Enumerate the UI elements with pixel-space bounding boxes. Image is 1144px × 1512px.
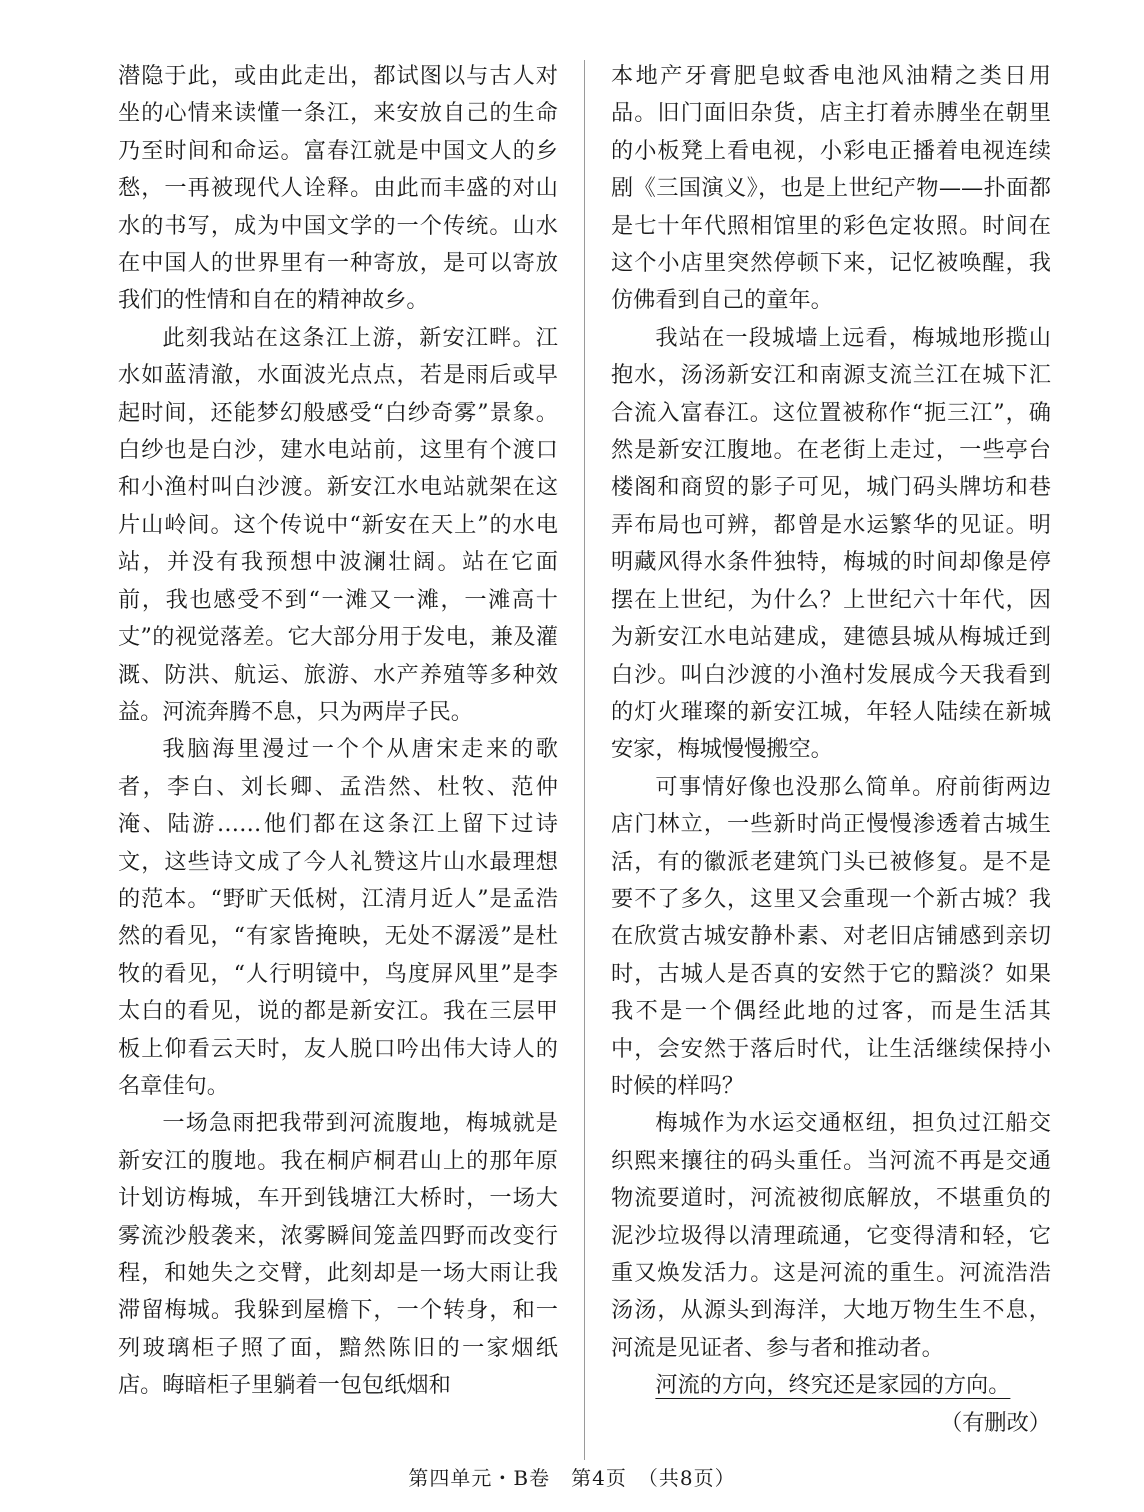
- paragraph: 一场急雨把我带到河流腹地，梅城就是新安江的腹地。我在桐庐桐君山上的那年原计划访梅城，车开到钱塘江大桥时，一场大雾流沙般袭来，浓雾瞬间笼盖四野而改变行程，和她失之交臂，此刻却是一场大雨让我滞留梅城。我躲到屋檐下，一个转身，和一列玻璃柜子照了面，黯然陈旧的一家烟纸店。晦暗柜子里躺着一包包纸烟和: [118, 1110, 558, 1399]
- paragraph: 可事情好像也没那么简单。府前街两边店门林立，一些新时尚正慢慢渗透着古城生活，有的徽派老建筑门头已被修复。是不是要不了多久，这里又会重现一个新古城？我在欣赏古城安静朴素、对老旧店铺感到亲切时，古城人是否真的安然于它的黯淡？如果我不是一个偶经此地的过客，而是生活其中，会安然于落后时代，让生活继续保持小时候的样吗？: [611, 773, 1051, 1099]
- paragraph: 我脑海里漫过一个个从唐宋走来的歌者，李白、刘长卿、孟浩然、杜牧、范仲淹、陆游……他们都在这条江上留下过诗文，这些诗文成了今人礼赞这片山水最理想的范本。“野旷天低树，江清月近人”是孟浩然的看见，“有家皆掩映，无处不潺湲”是杜牧的看见，“人行明镜中，鸟度屏风里”是李太白的看见，说的都是新安江。我在三层甲板上仰看云天时，友人脱口吟出伟大诗人的名章佳句。: [118, 736, 558, 1099]
- left-column: [118, 58, 558, 1405]
- paragraph: 此刻我站在这条江上游，新安江畔。江水如蓝清澈，水面波光点点，若是雨后或早起时间，还能梦幻般感受“白纱奇雾”景象。白纱也是白沙，建水电站前，这里有个渡口和小渔村叫白沙渡。新安江水电站就架在这片山岭间。这个传说中“新安在天上”的水电站，并没有我预想中波澜壮阔。站在它面前，我也感受不到“一滩又一滩，一滩高十丈”的视觉落差。它大部分用于发电，兼及灌溉、防洪、航运、旅游、水产养殖等多种效益。河流奔腾不息，只为两岸子民。: [118, 324, 558, 725]
- right-column: [611, 58, 1051, 1442]
- column-divider: [584, 60, 585, 1460]
- closing-line: [611, 1367, 1051, 1404]
- paragraph: 潜隐于此，或由此走出，都试图以与古人对坐的心情来读懂一条江，来安放自己的生命乃至时间和命运。富春江就是中国文人的乡愁，一再被现代人诠释。由此而丰盛的对山水的书写，成为中国文学的一个传统。山水在中国人的世界里有一种寄放，是可以寄放我们的性情和自在的精神故乡。: [118, 63, 558, 314]
- underlined-sentence: 河流的方向，终究还是家园的方向。: [655, 1372, 1011, 1399]
- paragraph: 我站在一段城墙上远看，梅城地形揽山抱水，汤汤新安江和南源支流兰江在城下汇合流入富春江。这位置被称作“扼三江”，确然是新安江腹地。在老街上走过，一些亭台楼阁和商贸的影子可见，城门码头牌坊和巷弄布局也可辨，都曾是水运繁华的见证。明明藏风得水条件独特，梅城的时间却像是停摆在上世纪，为什么？上世纪六十年代，因为新安江水电站建成，建德县城从梅城迁到白沙。叫白沙渡的小渔村发展成今天我看到的灯火璀璨的新安江城，年轻人陆续在新城安家，梅城慢慢搬空。: [611, 324, 1051, 763]
- paragraph: 梅城作为水运交通枢纽，担负过江船交织熙来攘往的码头重任。当河流不再是交通物流要道时，河流被彻底解放，不堪重负的泥沙垃圾得以清理疏通，它变得清和轻，它重又焕发活力。这是河流的重生。河流浩浩汤汤，从源头到海洋，大地万物生生不息，河流是见证者、参与者和推动者。: [611, 1110, 1051, 1361]
- page-footer: 第四单元・B卷 第4页 （共8页）: [408, 1466, 736, 1490]
- source-note: （有删改）: [940, 1409, 1051, 1436]
- paragraph: 本地产牙膏肥皂蚊香电池风油精之类日用品。旧门面旧杂货，店主打着赤膊坐在朝里的小板凳上看电视，小彩电正播着电视连续剧《三国演义》，也是上世纪产物——扑面都是七十年代照相馆里的彩色定妆照。时间在这个小店里突然停顿下来，记忆被唤醒，我仿佛看到自己的童年。: [611, 63, 1051, 314]
